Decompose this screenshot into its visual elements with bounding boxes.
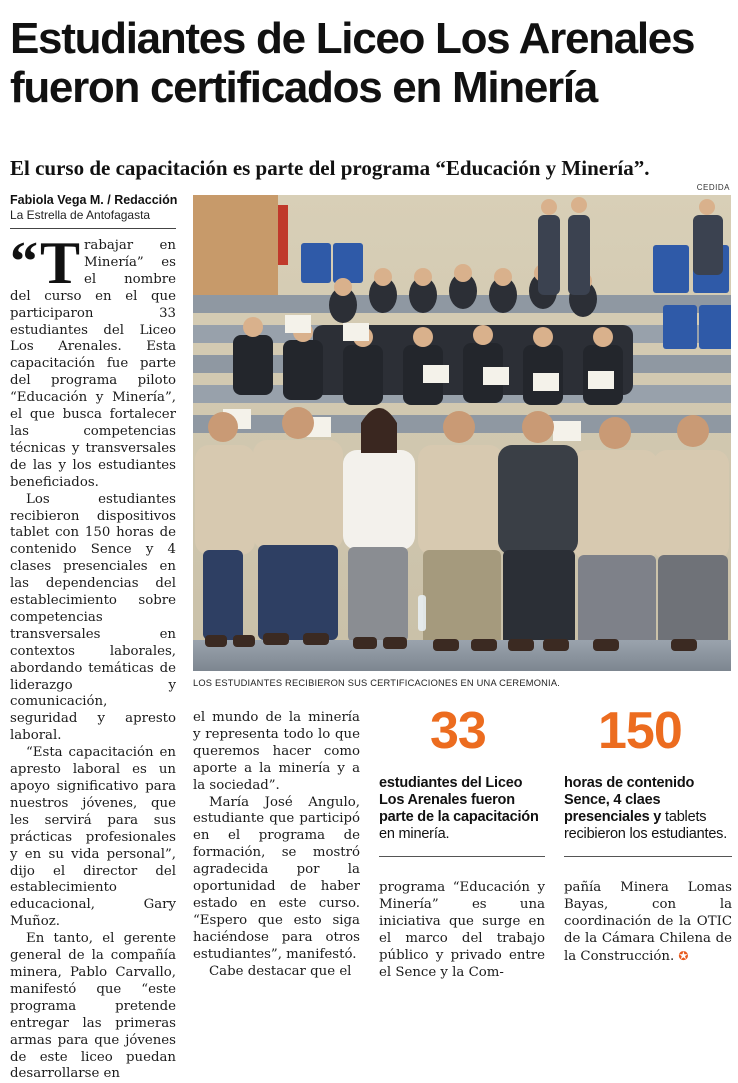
article-column-3 [379,880,545,981]
drop-quote-mark: “ [10,231,38,293]
body-paragraph: En tanto, el gerente general de la compañía minera, Pablo Carvallo, manifestó que “este programa pretende entregar las primeras armas para que jóvenes de este liceo puedan desarrollarse en [10,931,176,1082]
body-paragraph-text: pañía Minera Lomas Bayas, con la coordinación de la OTIC de la Cámara Chilena de la Construcción. [564,880,732,964]
drop-cap: T [40,230,81,296]
body-paragraph [564,880,732,966]
body-paragraph: el mundo de la minería y representa todo lo que queremos hacer como aporte a la minería y a la sociedad”. [193,710,360,793]
byline-divider [10,228,176,229]
stat-text-bold: horas de contenido Sence, 4 claes presenciales y [564,775,695,825]
photo-credit: CEDIDA [696,183,730,192]
subtitle: El curso de capacitación es parte del programa “Educación y Minería”. [10,156,650,180]
stat-text-regular: tablets recibieron los estudiantes. [564,809,728,842]
article-column-2 [193,710,360,981]
byline-author: Fabiola Vega M. / Redacción [10,193,178,207]
photo-caption: LOS ESTUDIANTES RECIBIERON SUS CERTIFICACIONES EN UNA CEREMONIA. [193,678,561,688]
body-paragraph: María José Angulo, estudiante que participó en el programa de formación, se mostró agradecida por la oportunidad de haber estado en este curso. “Espero que esto siga haciéndose para otros estudiantes”, manifestó. [193,794,360,962]
article-photo [193,195,731,671]
headline: Estudiantes de Liceo Los Arenales fueron certificados en Minería [10,14,695,112]
stat-divider [564,856,732,857]
article-column-4 [564,880,732,966]
stat-text-hours [564,775,734,843]
byline-publication: La Estrella de Antofagasta [10,208,151,222]
stat-number-students: 33 [430,702,486,760]
end-mark-icon: ✪ [678,948,689,963]
stat-text-bold: estudiantes del Liceo Los Arenales fueron parte de la capacitación [379,775,539,825]
body-paragraph: “Esta capacitación en apresto laboral es un apoyo significativo para nuestros jóvenes, que les servirá para sus prácticas profesionales y en su vida personal”, dijo el director del establecimiento educacional, Gary Muñoz. [10,745,176,930]
article-column-1 [10,230,176,1083]
body-paragraph: Los estudiantes recibieron dispositivos tablet con 150 horas de contenido Sence y 4 clases presenciales en las dependencias del establecimiento sobre competencias transversales en contextos laborales, abordando temáticas de liderazgo y comunicación, seguridad y apresto laboral. [10,491,176,744]
lead-paragraph-text: rabajar en Minería” es el nombre del curso en el que participaron 33 estudiantes del Liceo Los Arenales. Esta capacitación fue parte del programa piloto “Educación y Minería”, el que busca fortalecer las competencias técnicas y transversales de las y los estudiantes beneficiados. [10,238,176,490]
lead-paragraph [10,230,176,492]
stat-divider [379,856,545,857]
stat-text-students [379,775,547,843]
stat-number-hours: 150 [598,702,682,760]
body-paragraph: Cabe destacar que el [209,963,352,979]
stat-text-regular: en minería. [379,826,450,842]
body-paragraph: programa “Educación y Minería” es una iniciativa que surge en el marco del trabajo público y privado entre el Sence y la Com- [379,880,545,980]
